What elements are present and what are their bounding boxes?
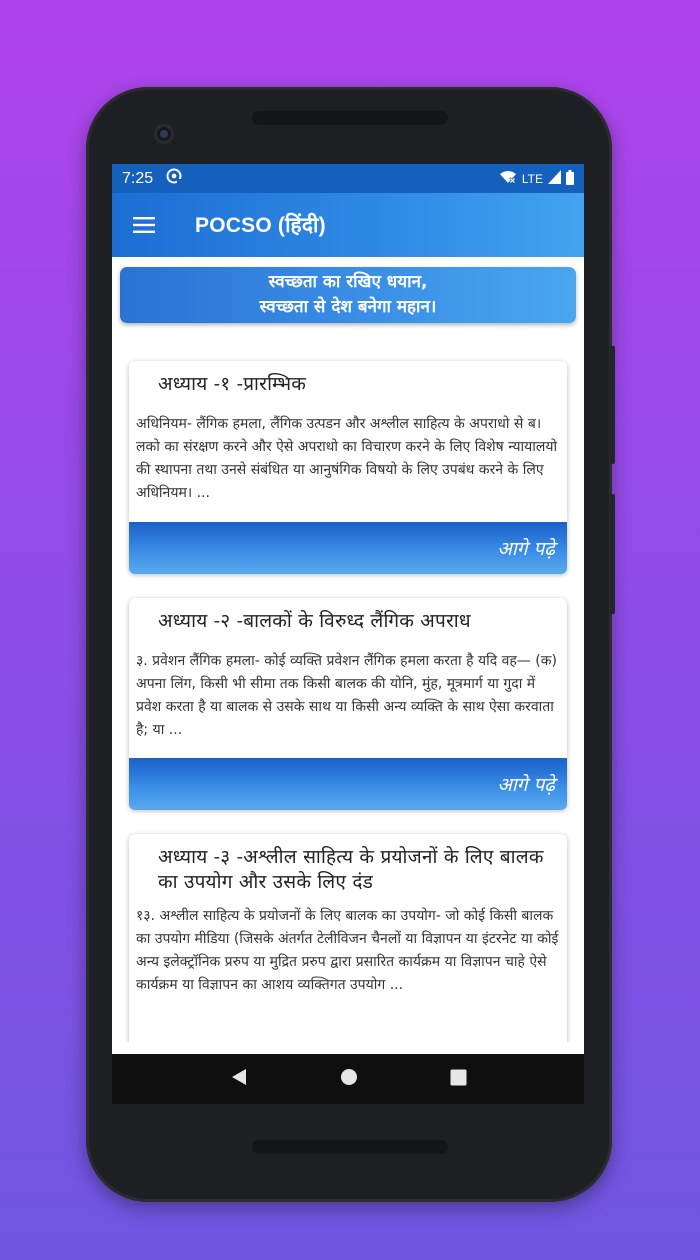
chapter-title: अध्याय -३ -अश्लील साहित्य के प्रयोजनों के लिए बालक का उपयोग और उसके लिए दंड [158, 846, 544, 893]
recents-icon[interactable] [450, 1069, 467, 1090]
status-icons [499, 170, 574, 188]
status-bar [112, 164, 584, 193]
front-camera [154, 124, 174, 144]
chapter-card[interactable] [129, 834, 567, 1042]
sync-icon [165, 167, 183, 190]
signal-icon [548, 170, 561, 187]
chapter-summary: अधिनियम- लैंगिक हमला, लैंगिक उत्पडन और अश्लील साहित्य के अपराधो से ब।लको का संरक्षण करने और ऐसे अपराधो का विचारण करने के लिए विशेष न्यायालयो की स्थापना तथा उनसे संबंधित या आनुषंगिक विषयो के लिए उपबंध करने के लिए अधिनियम। ... [136, 416, 558, 501]
chapter-title: अध्याय -१ -प्रारम्भिक [158, 373, 307, 395]
phone-screen [112, 164, 584, 1104]
banner-line-2: स्वच्छता से देश बनेगा महान। [259, 297, 437, 317]
swachhata-banner [120, 267, 576, 323]
earpiece-speaker [252, 111, 448, 125]
app-bar [112, 193, 584, 257]
hamburger-menu-icon[interactable] [112, 193, 176, 257]
chapter-card[interactable] [129, 598, 567, 810]
banner-line-1: स्वच्छता का रखिए धयान, [268, 272, 428, 292]
system-nav-bar [112, 1054, 584, 1104]
power-button [610, 346, 615, 464]
chapter-summary: १३. अश्लील साहित्य के प्रयोजनों के लिए बालक का उपयोग- जो कोई किसी बालक का उपयोग मीडिया (जिसके अंतर्गत टेलीविजन चैनलों या विज्ञापन या इंटरनेट या कोई अन्य इलेक्ट्रॉनिक प्ररुप या मुद्रित प्ररुप द्वारा प्रसारित कार्यक्रम या विज्ञापन चाहे ऐसे कार्यक्रम या विज्ञापन का आशय व्यक्तिगत उपयोग ... [136, 908, 559, 993]
app-title: POCSO (हिंदी) [195, 214, 326, 237]
volume-button [610, 494, 615, 614]
network-type-label: LTE [521, 171, 543, 186]
wifi-x-icon [499, 170, 517, 187]
home-icon[interactable] [340, 1068, 358, 1090]
chapter-list[interactable] [112, 257, 584, 1042]
read-more-label: आगे पढ़े [497, 538, 555, 560]
chapter-title: अध्याय -२ -बालकों के विरुध्द लैंगिक अपराध [158, 610, 471, 632]
read-more-button[interactable] [129, 522, 567, 574]
bottom-speaker [252, 1140, 448, 1154]
back-icon[interactable] [230, 1068, 248, 1090]
battery-icon [566, 170, 574, 188]
read-more-button[interactable] [129, 758, 567, 810]
read-more-label: आगे पढ़े [497, 774, 555, 796]
chapter-summary: ३. प्रवेशन लैंगिक हमला- कोई व्यक्ति प्रवेशन लैंगिक हमला करता है यदि वह— (क) अपना लिंग, किसी भी सीमा तक किसी बालक की योनि, मुंह, मूत्रमार्ग या गुदा में प्रवेश करता है या बालक से उसके साथ या किसी अन्य व्यक्ति के साथ ऐसा करवाता है; या ... [136, 653, 557, 738]
status-time: 7:25 [122, 169, 154, 187]
chapter-card[interactable] [129, 361, 567, 574]
